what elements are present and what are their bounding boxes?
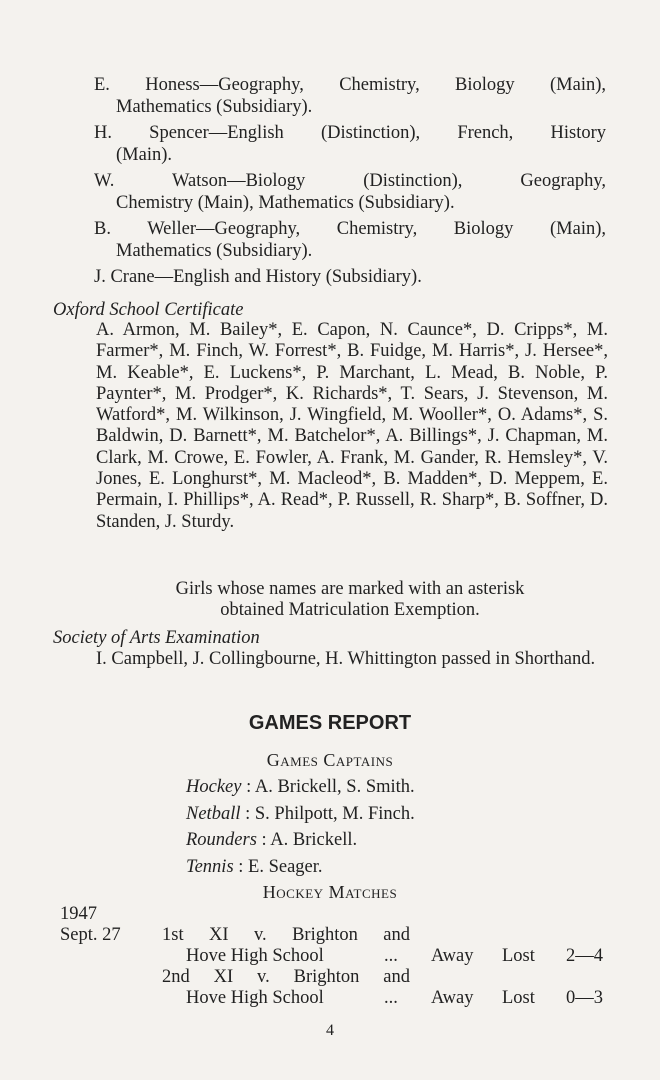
result-entry-weller: B. Weller—Geography, Chemistry, Biology (Main), Mathematics (Subsidiary).: [94, 219, 606, 261]
match-dots-1: ...: [384, 946, 398, 966]
games-report-title: GAMES REPORT: [248, 712, 412, 734]
match-venue-1: Away: [431, 946, 474, 966]
result-entry-watson: W. Watson—Biology (Distinction), Geography, Chemistry (Main), Mathematics (Subsidiary).: [94, 171, 606, 213]
society-heading: Society of Arts Examination: [53, 628, 260, 648]
games-captains-heading: Games Captains: [266, 750, 394, 770]
captain-hockey: Hockey : A. Brickell, S. Smith.: [186, 777, 415, 797]
match-result-2: Lost: [502, 988, 535, 1008]
match-date: Sept. 27: [60, 925, 121, 945]
match-year: 1947: [60, 904, 97, 924]
match-score-1: 2—4: [566, 946, 603, 966]
page-number: 4: [326, 1022, 334, 1039]
match-team-1: 1st XI v. Brighton and: [162, 925, 410, 945]
result-entry-honess: E. Honess—Geography, Chemistry, Biology (Main), Mathematics (Subsidiary).: [94, 75, 606, 117]
match-opponent-2: Hove High School: [186, 988, 324, 1008]
match-result-1: Lost: [502, 946, 535, 966]
oxford-heading: Oxford School Certificate: [53, 300, 244, 320]
result-entry-spencer: H. Spencer—English (Distinction), French, History (Main).: [94, 123, 606, 165]
society-text: I. Campbell, J. Collingbourne, H. Whittington passed in Shorthand.: [96, 649, 596, 669]
asterisk-note: Girls whose names are marked with an asterisk obtained Matriculation Exemption.: [175, 579, 525, 620]
captain-tennis: Tennis : E. Seager.: [186, 857, 323, 877]
captain-rounders: Rounders : A. Brickell.: [186, 830, 358, 850]
match-dots-2: ...: [384, 988, 398, 1008]
match-team-2: 2nd XI v. Brighton and: [162, 967, 410, 987]
result-entry-crane: J. Crane—English and History (Subsidiary).: [94, 267, 422, 287]
hockey-matches-heading: Hockey Matches: [262, 882, 398, 902]
match-score-2: 0—3: [566, 988, 603, 1008]
match-venue-2: Away: [431, 988, 474, 1008]
match-opponent-1: Hove High School: [186, 946, 324, 966]
captain-netball: Netball : S. Philpott, M. Finch.: [186, 804, 415, 824]
oxford-names: A. Armon, M. Bailey*, E. Capon, N. Caunce*, D. Cripps*, M. Farmer*, M. Finch, W. Forrest*, B. Fuidge, M. Harris*, J. Hersee*, M. Keable*, E. Luckens*, P. Marchant, L. Mead, B. Noble, P. Paynter*, M. Prodger*, K. Richards*, T. Sears, J. Stevenson, M. Watford*, M. Wilkinson, J. Wingfield, M. Wooller*, O. Adams*, S. Baldwin, D. Barnett*, M. Batchelor*, A. Billings*, J. Chapman, M. Clark, M. Crowe, E. Fowler, A. Frank, M. Gander, R. Hemsley*, V. Jones, E. Longhurst*, M. Macleod*, B. Madden*, D. Meppem, E. Permain, I. Phillips*, A. Read*, P. Russell, R. Sharp*, B. Soffner, D. Standen, J. Sturdy.: [96, 320, 608, 532]
